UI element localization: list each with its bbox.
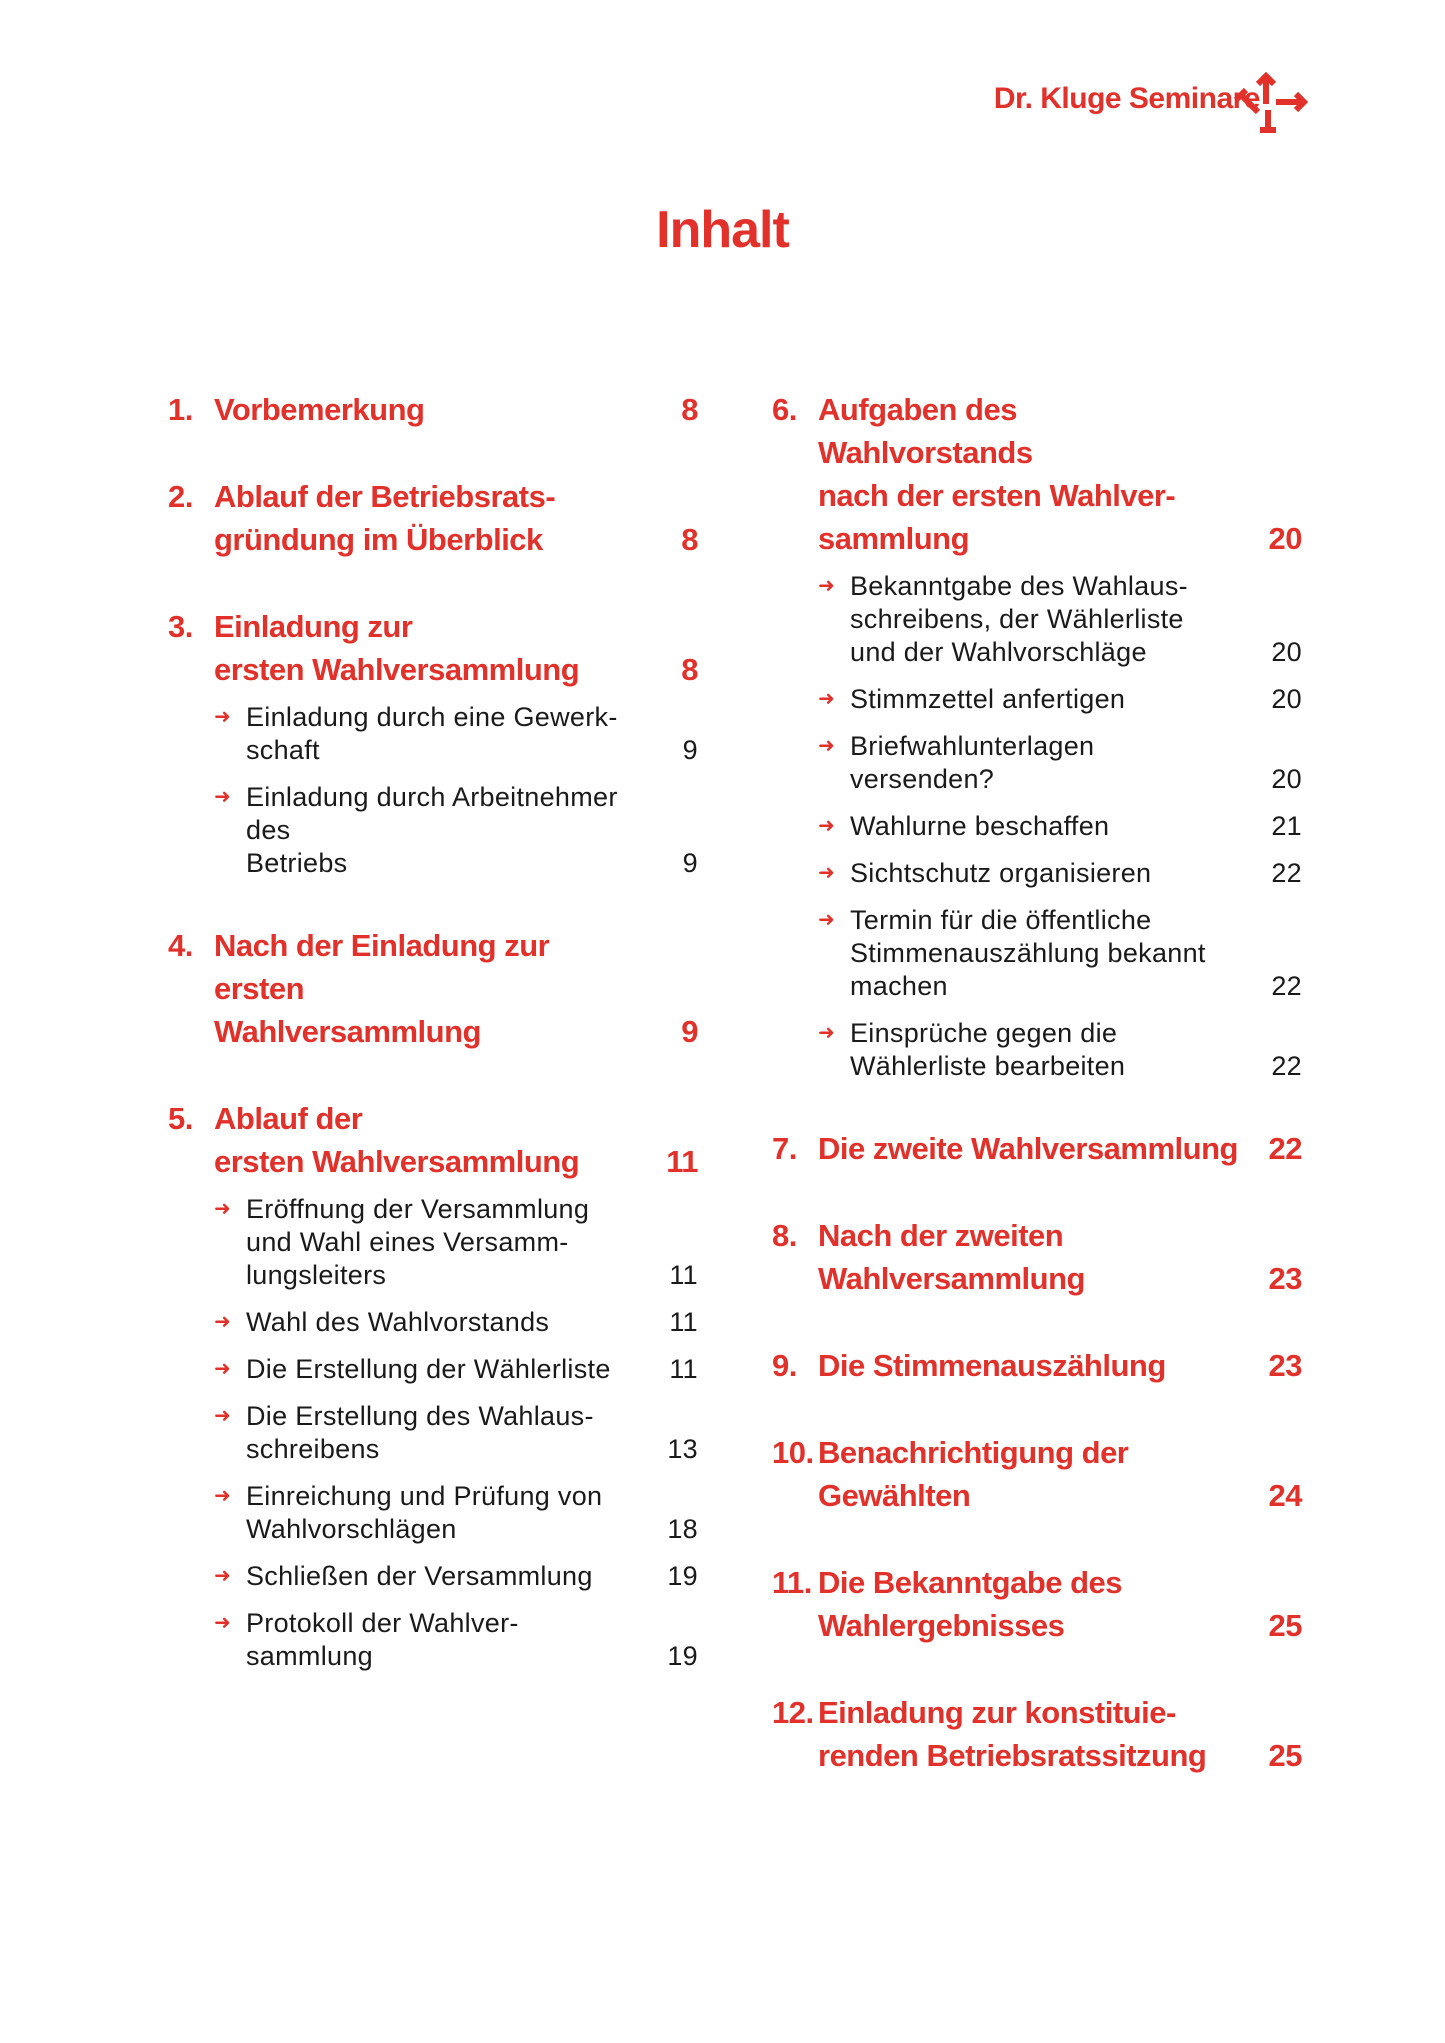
- arrow-right-icon: ➜: [214, 1358, 232, 1380]
- toc-subsection[interactable]: [818, 683, 1302, 716]
- subsection-title: Stimmzettel anfertigen: [850, 684, 1126, 714]
- arrow-right-icon: ➜: [214, 706, 232, 728]
- toc-subsection[interactable]: [818, 857, 1302, 890]
- subsection-title: Wahl des Wahlvorstands: [246, 1307, 550, 1337]
- toc-subsection[interactable]: [214, 1480, 698, 1546]
- toc-chapter-heading[interactable]: [168, 388, 698, 431]
- chapter-number: 1.: [168, 392, 193, 427]
- subsection-title: Eröffnung der Versammlung und Wahl eines Versamm- lungsleiters: [246, 1194, 590, 1290]
- subsection-title: Bekanntgabe des Wahlaus- schreibens, der Wählerliste und der Wahlvorschläge: [850, 571, 1188, 667]
- chapter-title: Ablauf der Betriebsrats- gründung im Überblick: [214, 479, 556, 557]
- toc-chapter: [772, 1691, 1302, 1777]
- subsection-page-number: 21: [1271, 811, 1302, 841]
- subsection-page-number: 22: [1271, 1051, 1302, 1081]
- arrow-right-icon: ➜: [818, 735, 836, 757]
- arrow-right-icon: ➜: [818, 909, 836, 931]
- toc-chapter: [168, 924, 698, 1053]
- chapter-title: Aufgaben des Wahlvorstands nach der ersten Wahlver- sammlung: [818, 392, 1176, 556]
- chapter-number: 11.: [772, 1565, 812, 1600]
- subsection-page-number: 19: [667, 1641, 698, 1671]
- toc-chapter: [772, 388, 1302, 1083]
- toc-chapter: [168, 475, 698, 561]
- toc-chapter-heading[interactable]: [168, 1097, 698, 1183]
- toc-chapter-heading[interactable]: [772, 1127, 1302, 1170]
- chapter-page-number: 25: [1268, 1738, 1302, 1773]
- chapter-title: Ablauf der ersten Wahlversammlung: [214, 1101, 580, 1179]
- chapter-title: Benachrichtigung der Gewählten: [818, 1435, 1129, 1513]
- subsection-page-number: 18: [667, 1514, 698, 1544]
- chapter-number: 4.: [168, 928, 193, 963]
- subsection-title: Die Erstellung des Wahlaus- schreibens: [246, 1401, 594, 1464]
- toc-chapter-heading[interactable]: [772, 1431, 1302, 1517]
- chapter-page-number: 11: [666, 1144, 698, 1179]
- subsection-page-number: 20: [1271, 637, 1302, 667]
- toc-subsection[interactable]: [818, 570, 1302, 669]
- toc-chapter-heading[interactable]: [772, 1344, 1302, 1387]
- toc-subsection[interactable]: [214, 1607, 698, 1673]
- chapter-title: Die Bekanntgabe des Wahlergebnisses: [818, 1565, 1123, 1643]
- toc-chapter-heading[interactable]: [772, 1561, 1302, 1647]
- chapter-page-number: 8: [681, 392, 698, 427]
- subsection-page-number: 11: [669, 1260, 698, 1290]
- subsection-title: Schließen der Versammlung: [246, 1561, 593, 1591]
- chapter-number: 3.: [168, 609, 193, 644]
- chapter-title: Vorbemerkung: [214, 392, 425, 427]
- arrow-right-icon: ➜: [818, 575, 836, 597]
- toc-subsection-list: [214, 1193, 698, 1673]
- arrow-right-icon: ➜: [818, 688, 836, 710]
- toc-subsection[interactable]: [818, 730, 1302, 796]
- chapter-title: Die Stimmenauszählung: [818, 1348, 1166, 1383]
- chapter-title: Die zweite Wahlversammlung: [818, 1131, 1238, 1166]
- toc-chapter-heading[interactable]: [772, 388, 1302, 560]
- chapter-title: Nach der Einladung zur ersten Wahlversammlung: [214, 928, 550, 1049]
- toc-chapter-heading[interactable]: [168, 605, 698, 691]
- toc-subsection[interactable]: [214, 1306, 698, 1339]
- subsection-title: Einreichung und Prüfung von Wahlvorschlägen: [246, 1481, 603, 1544]
- chapter-page-number: 22: [1268, 1131, 1302, 1166]
- subsection-page-number: 13: [667, 1434, 698, 1464]
- subsection-title: Wahlurne beschaffen: [850, 811, 1110, 841]
- toc-subsection[interactable]: [214, 1560, 698, 1593]
- subsection-page-number: 22: [1271, 858, 1302, 888]
- toc-chapter: [772, 1561, 1302, 1647]
- toc-chapter: [168, 1097, 698, 1673]
- toc-chapter-heading[interactable]: [168, 924, 698, 1053]
- toc-chapter: [168, 388, 698, 431]
- toc-subsection[interactable]: [818, 1017, 1302, 1083]
- chapter-title: Einladung zur konstituie- renden Betriebsratssitzung: [818, 1695, 1207, 1773]
- chapter-title: Nach der zweiten Wahlversammlung: [818, 1218, 1085, 1296]
- chapter-number: 7.: [772, 1131, 797, 1166]
- chapter-page-number: 9: [681, 1014, 698, 1049]
- subsection-page-number: 9: [682, 735, 698, 765]
- arrows-cross-logo-icon: [1232, 64, 1312, 144]
- chapter-page-number: 23: [1268, 1261, 1302, 1296]
- chapter-number: 6.: [772, 392, 797, 427]
- subsection-page-number: 20: [1271, 764, 1302, 794]
- arrow-right-icon: ➜: [818, 815, 836, 837]
- chapter-number: 10.: [772, 1435, 814, 1470]
- chapter-title: Einladung zur ersten Wahlversammlung: [214, 609, 580, 687]
- chapter-number: 2.: [168, 479, 193, 514]
- subsection-page-number: 9: [682, 848, 698, 878]
- chapter-page-number: 24: [1268, 1478, 1302, 1513]
- arrow-right-icon: ➜: [214, 786, 232, 808]
- brand-name: Dr. Kluge Seminare: [993, 82, 1260, 115]
- page-title: Inhalt: [656, 201, 789, 259]
- toc-subsection-list: [214, 701, 698, 880]
- toc-chapter: [772, 1344, 1302, 1387]
- toc-subsection[interactable]: [214, 781, 698, 880]
- toc-chapter: [772, 1214, 1302, 1300]
- toc-subsection[interactable]: [818, 904, 1302, 1003]
- arrow-right-icon: ➜: [818, 1022, 836, 1044]
- subsection-title: Die Erstellung der Wählerliste: [246, 1354, 611, 1384]
- subsection-title: Einladung durch Arbeitnehmer des Betriebs: [246, 782, 618, 878]
- subsection-page-number: 22: [1271, 971, 1302, 1001]
- toc-chapter: [772, 1431, 1302, 1517]
- chapter-number: 5.: [168, 1101, 193, 1136]
- arrow-right-icon: ➜: [214, 1198, 232, 1220]
- toc-chapter: [168, 605, 698, 880]
- subsection-title: Einsprüche gegen die Wählerliste bearbeiten: [850, 1018, 1126, 1081]
- toc-subsection-list: [818, 570, 1302, 1083]
- subsection-title: Sichtschutz organisieren: [850, 858, 1152, 888]
- subsection-title: Termin für die öffentliche Stimmenauszählung bekannt machen: [850, 905, 1206, 1001]
- subsection-title: Protokoll der Wahlver- sammlung: [246, 1608, 519, 1671]
- chapter-page-number: 8: [681, 652, 698, 687]
- toc-chapter-heading[interactable]: [772, 1691, 1302, 1777]
- toc-left-column: [168, 388, 698, 1717]
- toc-subsection[interactable]: [818, 810, 1302, 843]
- chapter-page-number: 8: [681, 522, 698, 557]
- chapter-page-number: 23: [1268, 1348, 1302, 1383]
- chapter-number: 12.: [772, 1695, 814, 1730]
- chapter-page-number: 25: [1268, 1608, 1302, 1643]
- arrow-right-icon: ➜: [214, 1485, 232, 1507]
- chapter-number: 9.: [772, 1348, 797, 1383]
- toc-subsection[interactable]: [214, 1353, 698, 1386]
- chapter-page-number: 20: [1268, 521, 1302, 556]
- subsection-page-number: 11: [669, 1354, 698, 1384]
- arrow-right-icon: ➜: [214, 1311, 232, 1333]
- arrow-right-icon: ➜: [818, 862, 836, 884]
- toc-chapter-heading[interactable]: [772, 1214, 1302, 1300]
- subsection-title: Einladung durch eine Gewerk- schaft: [246, 702, 618, 765]
- arrow-right-icon: ➜: [214, 1565, 232, 1587]
- subsection-page-number: 20: [1271, 684, 1302, 714]
- toc-subsection[interactable]: [214, 1193, 698, 1292]
- subsection-title: Briefwahlunterlagen versenden?: [850, 731, 1095, 794]
- toc-subsection[interactable]: [214, 1400, 698, 1466]
- toc-subsection[interactable]: [214, 701, 698, 767]
- toc-chapter-heading[interactable]: [168, 475, 698, 561]
- subsection-page-number: 11: [669, 1307, 698, 1337]
- arrow-right-icon: ➜: [214, 1405, 232, 1427]
- toc-right-column: [772, 388, 1302, 1821]
- chapter-number: 8.: [772, 1218, 797, 1253]
- arrow-right-icon: ➜: [214, 1612, 232, 1634]
- subsection-page-number: 19: [667, 1561, 698, 1591]
- toc-chapter: [772, 1127, 1302, 1170]
